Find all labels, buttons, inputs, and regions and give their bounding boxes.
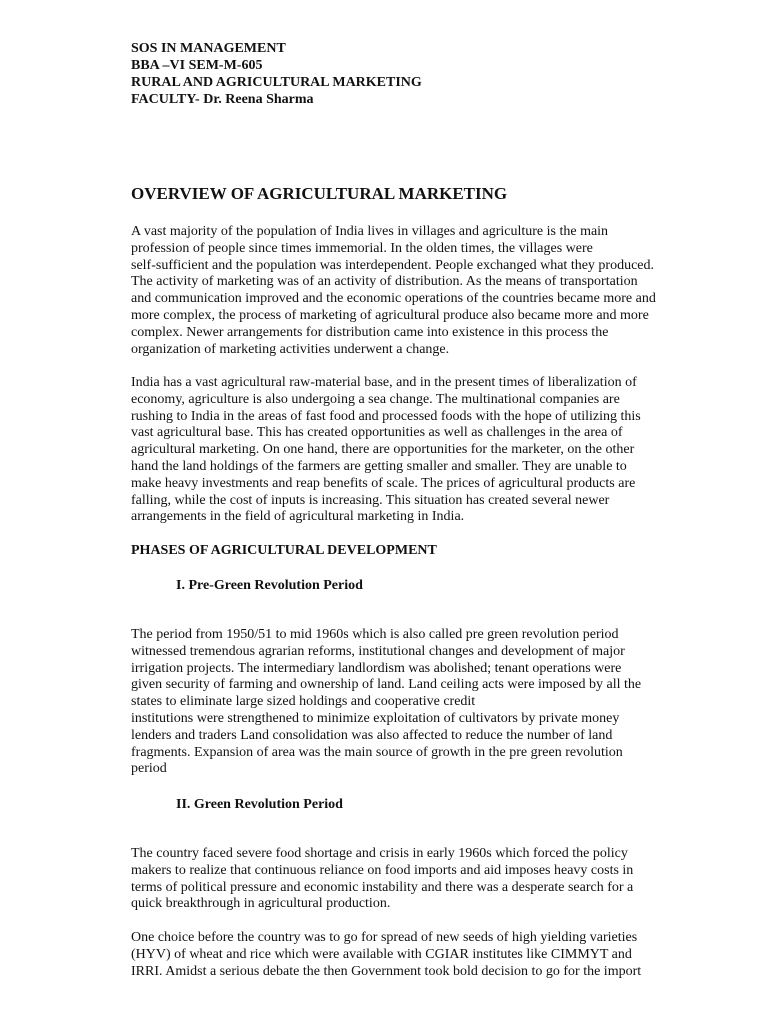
text-line: The activity of marketing was of an activity of distribution. As the means of transportation [131,274,638,290]
text-line: period [131,761,167,777]
text-line: falling, while the cost of inputs is increasing. This situation has created several newer [131,492,610,508]
text-line: given security of farming and ownership of land. Land ceiling acts were imposed by all the [131,677,642,693]
subheading-pre-green-revolution: I. Pre-Green Revolution Period [176,578,363,593]
section-heading-phases: PHASES OF AGRICULTURAL DEVELOPMENT [131,543,437,558]
header-line-course-code: BBA –VI SEM-M-605 [131,58,263,73]
paragraph-food-crisis [131,846,716,913]
text-line: hand the land holdings of the farmers are getting smaller and smaller. They are unable to [131,458,627,474]
text-line: terms of political pressure and economic instability and there was a desperate search for a [131,879,634,895]
text-line: agricultural marketing. On one hand, there are opportunities for the marketer, on the other [131,442,635,458]
text-line: economy, agriculture is also undergoing a sea change. The multinational companies are [131,391,620,407]
document-title: OVERVIEW OF AGRICULTURAL MARKETING [131,184,508,203]
text-line: irrigation projects. The intermediary landlordism was abolished; tenant operations were [131,660,622,676]
text-line: make heavy investments and reap benefits of scale. The prices of agricultural products are [131,475,636,491]
course-header [131,40,422,108]
text-line: lenders and traders Land consolidation was also affected to reduce the number of land [131,727,613,743]
text-line: IRRI. Amidst a serious debate the then Government took bold decision to go for the import [131,963,642,979]
text-line: profession of people since times immemorial. In the olden times, the villages were [131,240,593,256]
text-line: One choice before the country was to go for spread of new seeds of high yielding varieties [131,930,638,945]
text-line: more complex, the process of marketing of agricultural produce also became more and more [131,307,649,323]
text-line: complex. Newer arrangements for distribution came into existence in this process the [131,324,609,340]
text-line: witnessed tremendous agrarian reforms, institutional changes and development of major [131,643,625,659]
text-line: India has a vast agricultural raw-material base, and in the present times of liberalization of [131,375,637,390]
text-line: fragments. Expansion of area was the main source of growth in the pre green revolution [131,744,623,760]
text-line: A vast majority of the population of India lives in villages and agriculture is the main [131,224,609,239]
paragraph-intro [131,224,716,358]
text-line: makers to realize that continuous reliance on food imports and aid imposes heavy costs in [131,862,634,878]
text-line: vast agricultural base. This has created opportunities as well as challenges in the area of [131,425,623,441]
header-line-subject: RURAL AND AGRICULTURAL MARKETING [131,75,422,90]
text-line: (HYV) of wheat and rice which were available with CGIAR institutes like CIMMYT and [131,946,632,962]
text-line: self-sufficient and the population was interdependent. People exchanged what they produced. [131,257,655,273]
text-line: The country faced severe food shortage and crisis in early 1960s which forced the policy [131,846,628,861]
paragraph-hyv-seeds [131,930,716,980]
text-line: quick breakthrough in agricultural production. [131,896,391,912]
text-line: institutions were strengthened to minimize exploitation of cultivators by private money [131,710,620,726]
text-line: The period from 1950/51 to mid 1960s which is also called pre green revolution period [131,627,619,642]
text-line: and communication improved and the economic operations of the countries became more and [131,291,656,307]
header-line-department: SOS IN MANAGEMENT [131,41,286,56]
paragraph-pre-green-revolution [131,627,716,778]
paragraph-raw-material-base [131,375,716,526]
text-line: arrangements in the field of agricultural marketing in India. [131,509,465,525]
subheading-green-revolution: II. Green Revolution Period [176,797,343,812]
text-line: rushing to India in the areas of fast food and processed foods with the hope of utilizing this [131,408,641,424]
header-line-faculty: FACULTY- Dr. Reena Sharma [131,92,314,107]
text-line: organization of marketing activities underwent a change. [131,341,450,357]
text-line: states to eliminate large sized holdings and cooperative credit [131,694,476,710]
